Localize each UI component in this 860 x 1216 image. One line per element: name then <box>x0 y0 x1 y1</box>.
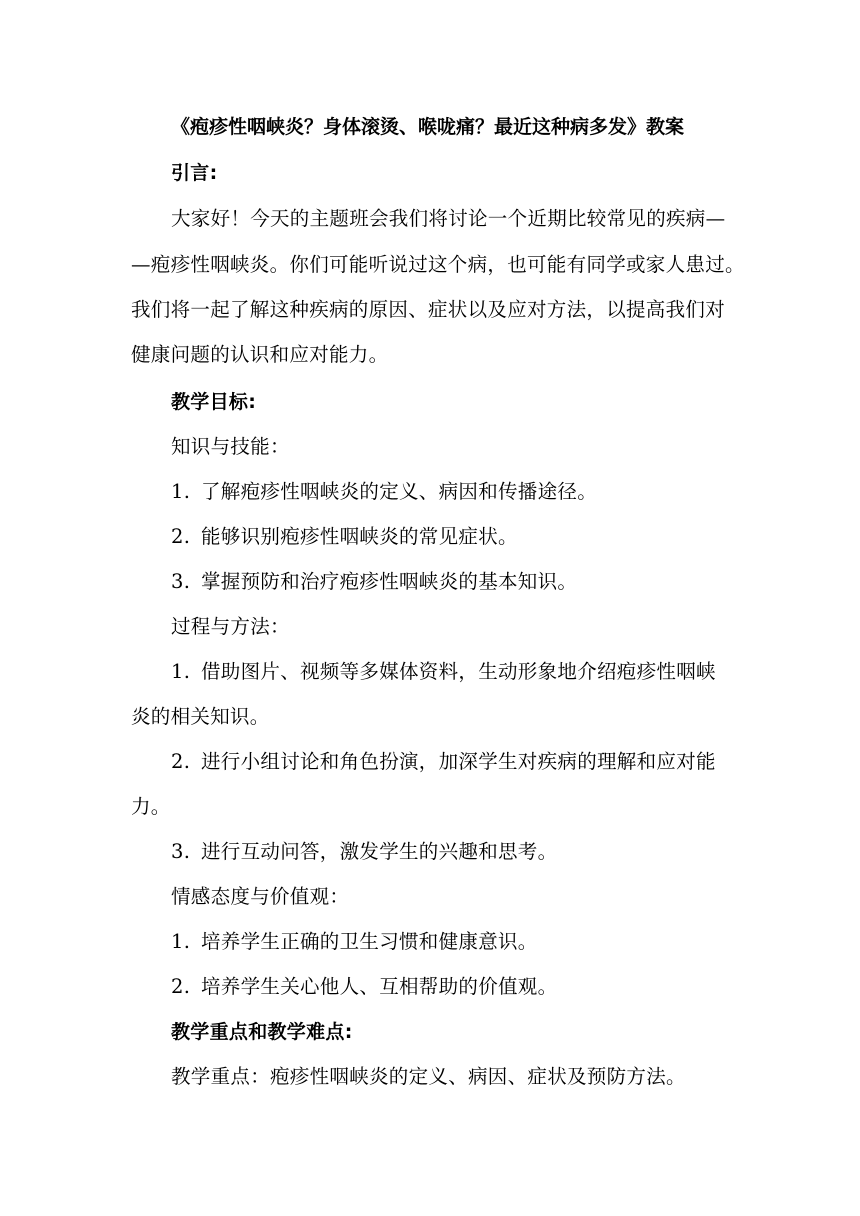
list-item-text: 掌握预防和治疗疱疹性咽峡炎的基本知识。 <box>201 570 578 593</box>
list-item-number: 1. <box>171 930 191 953</box>
process-label: 过程与方法： <box>171 615 290 638</box>
list-item-text: 培养学生关心他人、互相帮助的价值观。 <box>201 975 558 998</box>
list-item <box>171 479 597 505</box>
list-item-number: 1. <box>171 660 191 683</box>
list-item <box>171 749 716 775</box>
list-item <box>171 929 538 955</box>
intro-line-1: 大家好！今天的主题班会我们将讨论一个近期比较常见的疾病— <box>171 207 726 230</box>
list-item-text: 进行互动问答，激发学生的兴趣和思考。 <box>201 840 558 863</box>
knowledge-label: 知识与技能： <box>171 435 290 458</box>
intro-line-3: 我们将一起了解这种疾病的原因、症状以及应对方法，以提高我们对 <box>131 298 726 321</box>
objectives-heading: 教学目标: <box>171 391 257 413</box>
list-item <box>171 974 557 1000</box>
list-item-text: 借助图片、视频等多媒体资料，生动形象地介绍疱疹性咽峡 <box>201 660 716 683</box>
emotion-label: 情感态度与价值观： <box>171 885 350 908</box>
intro-line-4: 健康问题的认识和应对能力。 <box>131 343 389 366</box>
list-item-number: 3. <box>171 570 191 593</box>
list-item <box>171 569 577 595</box>
list-item-text: 培养学生正确的卫生习惯和健康意识。 <box>201 930 538 953</box>
list-item-number: 2. <box>171 750 191 773</box>
list-item-number: 2. <box>171 525 191 548</box>
key-points-line: 教学重点：疱疹性咽峡炎的定义、病因、症状及预防方法。 <box>171 1065 686 1088</box>
list-item-text: 了解疱疹性咽峡炎的定义、病因和传播途径。 <box>201 480 598 503</box>
list-item <box>171 839 557 865</box>
list-item-number: 1. <box>171 480 191 503</box>
list-item-text: 能够识别疱疹性咽峡炎的常见症状。 <box>201 525 518 548</box>
list-item-continuation: 力。 <box>131 795 171 818</box>
key-points-heading: 教学重点和教学难点: <box>171 1021 353 1043</box>
intro-line-2: —疱疹性咽峡炎。你们可能听说过这个病，也可能有同学或家人患过。 <box>131 253 745 276</box>
list-item <box>171 659 716 685</box>
intro-heading: 引言: <box>171 162 218 184</box>
list-item-number: 2. <box>171 975 191 998</box>
document-title: 《疱疹性咽峡炎？身体滚烫、喉咙痛？最近这种病多发》教案 <box>171 116 685 138</box>
list-item-text: 进行小组讨论和角色扮演，加深学生对疾病的理解和应对能 <box>201 750 716 773</box>
list-item-number: 3. <box>171 840 191 863</box>
list-item-continuation: 炎的相关知识。 <box>131 705 270 728</box>
list-item <box>171 524 518 550</box>
